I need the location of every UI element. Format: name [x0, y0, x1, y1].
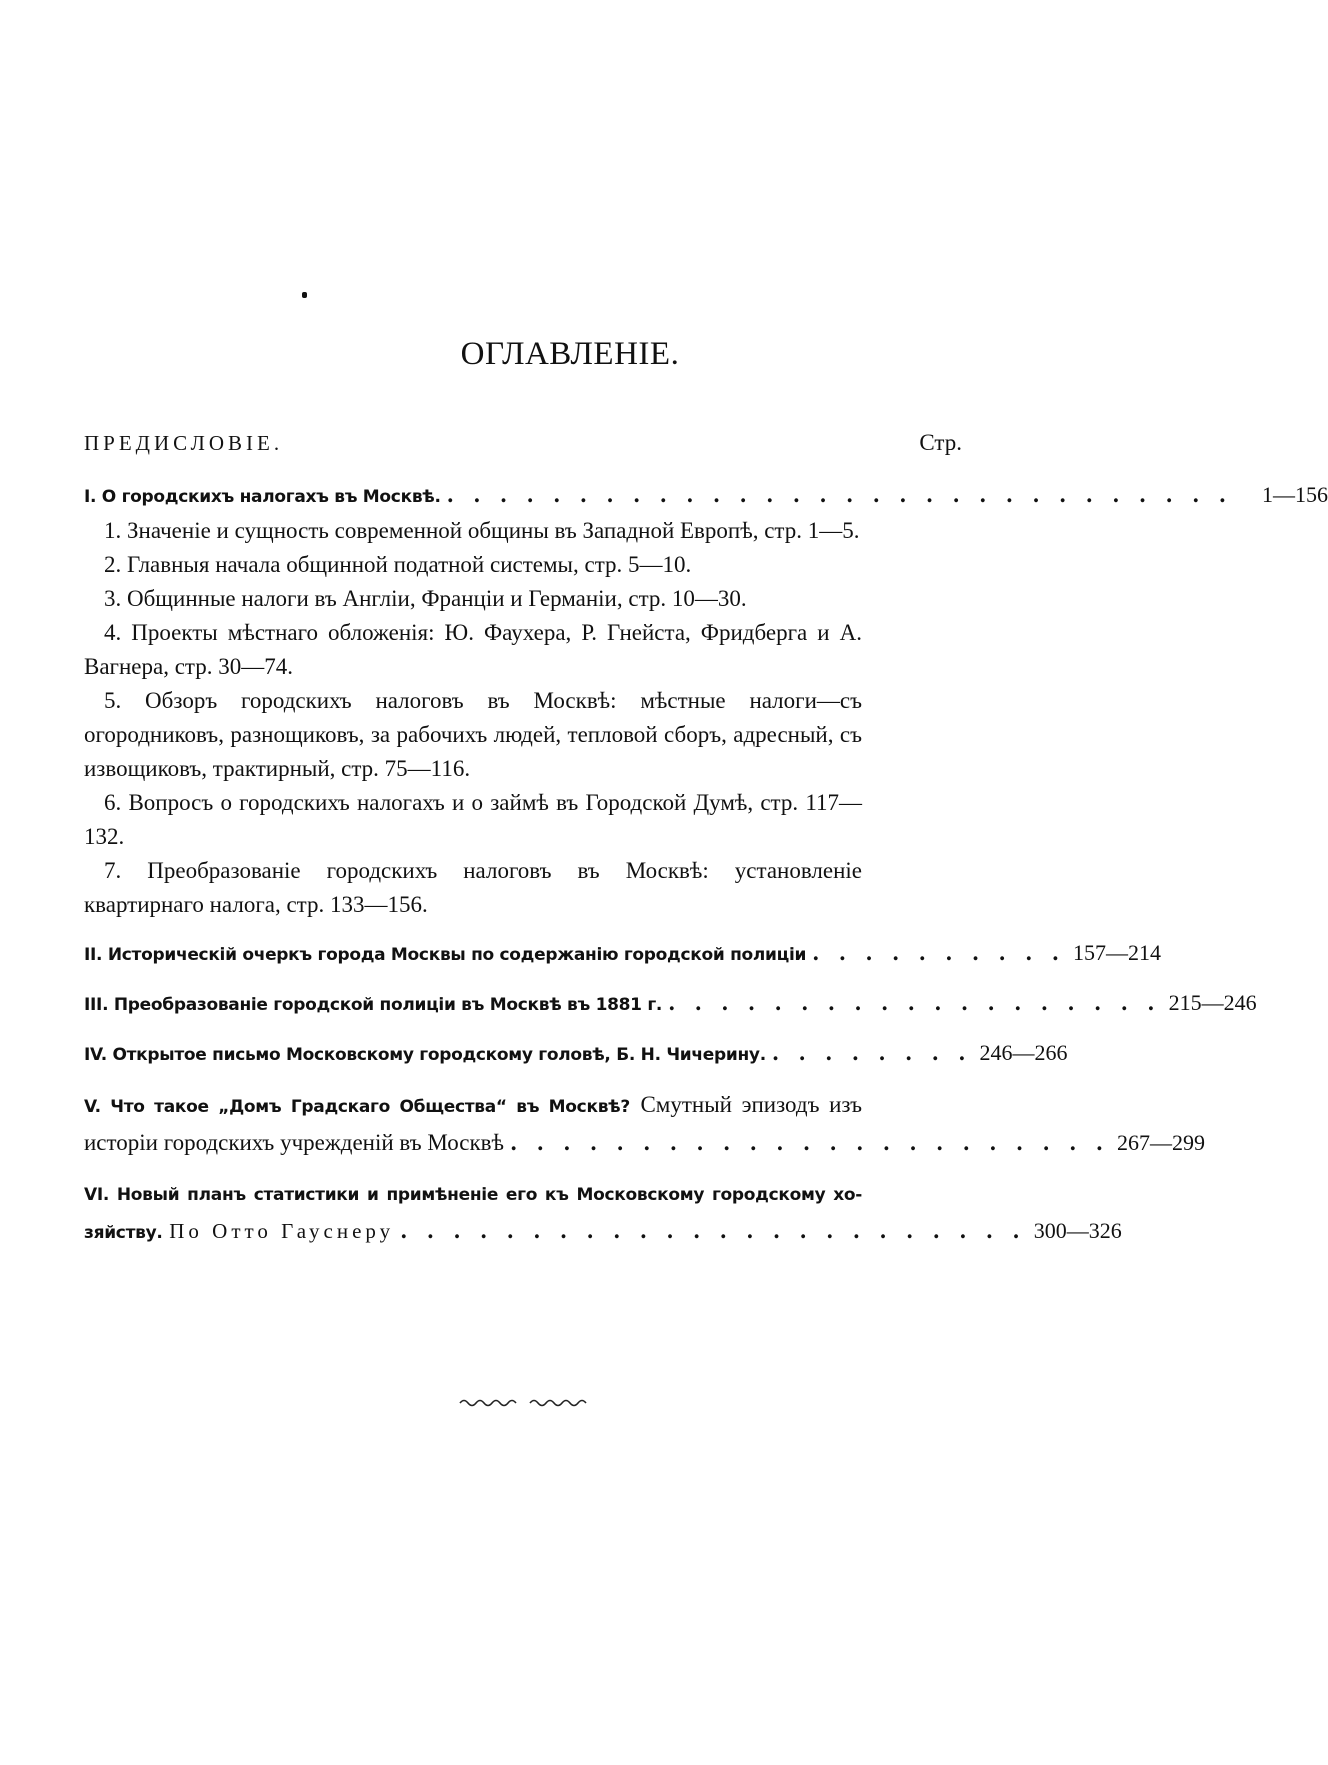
subitem-1: 1. Значеніе и сущность современной общины въ Западной Европѣ, стр. 1—5.: [104, 518, 860, 543]
toc-entry-6-label-bold2: зяйству.: [84, 1223, 163, 1243]
toc-entry-6-label-line2: [84, 1214, 394, 1250]
page-title: ОГЛАВЛЕНІЕ.: [460, 336, 680, 372]
toc-entry-5-label-rest: Смутный эпизодъ изъ: [640, 1092, 862, 1117]
toc-entry-5-line1: [84, 1086, 862, 1126]
toc-entry-2-label: II. Историческій очеркъ города Москвы по содержанію городской полиціи: [84, 945, 807, 965]
leader-dots: . . . . . . . .: [771, 1040, 972, 1065]
subitem-4: 4. Проекты мѣстнаго обложенія: Ю. Фаухера, Р. Гнейста, Фридберга и А. Вагнера, стр. 30—74.: [84, 620, 862, 679]
toc-entry-1-subitems: [84, 514, 862, 922]
leader-dots: . . . . . . . . . . . . . . . . . . . . . . .: [510, 1130, 1110, 1155]
toc-entry-1-label: I. О городскихъ налогахъ въ Москвѣ.: [84, 487, 441, 507]
preface-heading: ПРЕДИСЛОВІЕ.: [84, 431, 284, 455]
leader-dots: . . . . . . . . . .: [812, 940, 1066, 965]
toc-entry-1-pages: 1—156: [1262, 482, 1328, 507]
toc-entry-6-line1: [84, 1174, 862, 1214]
toc-entry-2: [84, 936, 1162, 972]
toc-entry-5-label-line2: исторіи городскихъ учрежденій въ Москвѣ: [84, 1130, 505, 1155]
toc-entry-6-pages: 300—326: [1033, 1218, 1122, 1243]
toc-entry-4-pages: 246—266: [979, 1040, 1068, 1065]
toc-entry-2-pages: 157—214: [1073, 940, 1162, 965]
toc-entry-6-label-bold: VI. Новый планъ статистики и примѣненіе его къ Московскому городскому хо-: [84, 1185, 862, 1205]
toc-entry-6-label-rest: По Отто Гауснеру: [169, 1219, 395, 1243]
subitem-5: 5. Обзоръ городскихъ налоговъ въ Москвѣ: мѣстные налоги—съ огородниковъ, разнощиковъ, за рабочихъ людей, тепловой сборъ, адресный, съ извощиковъ, трактирный, стр. 75—116.: [84, 688, 862, 781]
toc-entry-1: [84, 478, 1328, 514]
subitem-6: 6. Вопросъ о городскихъ налогахъ и о займѣ въ Городской Думѣ, стр. 117—132.: [84, 790, 862, 849]
page-column-heading: Стр.: [919, 430, 962, 455]
leader-dots: . . . . . . . . . . . . . . . . . . . . . . . . . . . . . .: [446, 482, 1233, 507]
subitem-2: 2. Главныя начала общинной податной системы, стр. 5—10.: [104, 552, 692, 577]
toc-entry-5-line2: [84, 1126, 1206, 1160]
toc-entry-3-label: III. Преобразованіе городской полиціи въ Москвѣ въ 1881 г.: [84, 995, 663, 1015]
toc-entry-4: [84, 1036, 1068, 1072]
toc-entry-6-line2: [84, 1214, 1122, 1250]
leader-dots: . . . . . . . . . . . . . . . . . . .: [668, 990, 1161, 1015]
table-of-contents: [84, 426, 1328, 1250]
toc-entry-5-label-bold: V. Что такое „Домъ Градскаго Общества“ въ Москвѣ?: [84, 1097, 630, 1117]
toc-entry-3-pages: 215—246: [1168, 990, 1257, 1015]
subitem-7: 7. Преобразованіе городскихъ налоговъ въ Москвѣ: установленіе квартирнаго налога, стр. 133—156.: [84, 858, 862, 917]
toc-entry-5-pages: 267—299: [1117, 1130, 1206, 1155]
leader-dots: . . . . . . . . . . . . . . . . . . . . . . . .: [400, 1218, 1026, 1243]
closing-ornament-icon: [460, 1397, 592, 1407]
toc-entry-4-label: IV. Открытое письмо Московскому городскому головѣ, Б. Н. Чичерину.: [84, 1045, 766, 1065]
page-speck: [302, 292, 307, 298]
toc-header-row: [84, 426, 962, 460]
subitem-3: 3. Общинные налоги въ Англіи, Франціи и Германіи, стр. 10—30.: [104, 586, 747, 611]
toc-entry-3: [84, 986, 1257, 1022]
